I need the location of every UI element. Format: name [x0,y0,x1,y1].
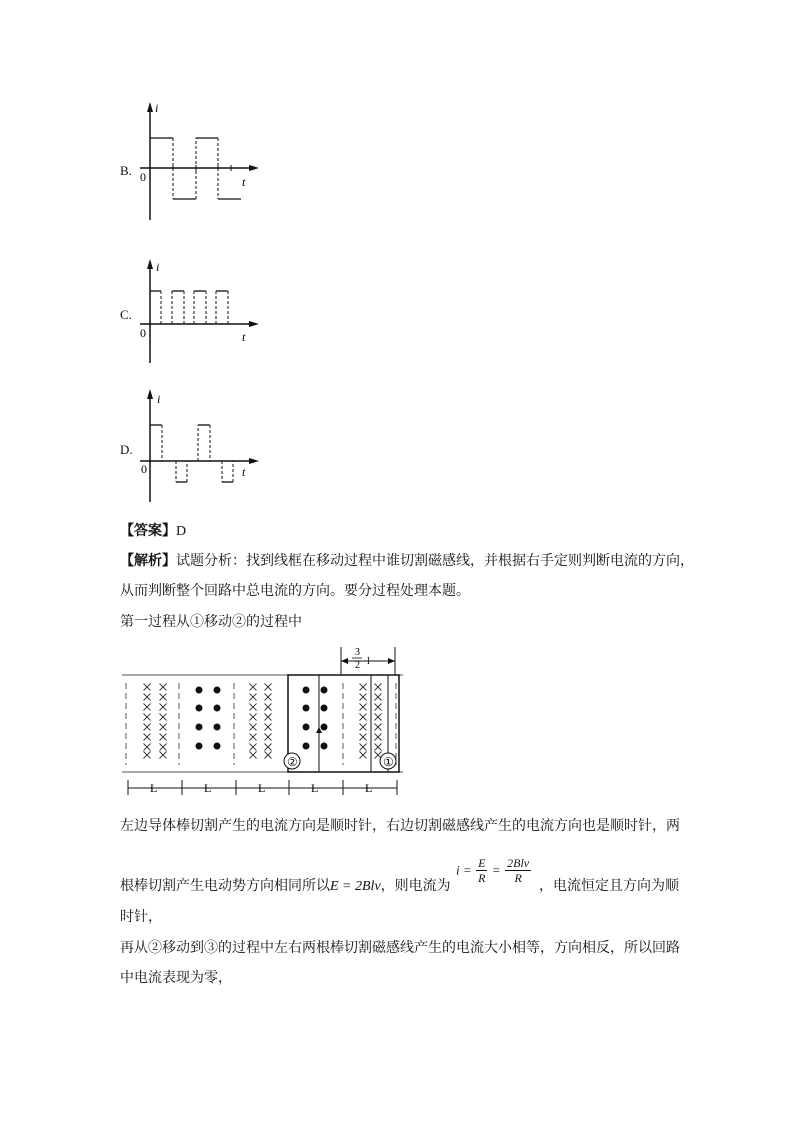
fraction-2blv-over-r: $\frac{\text{2Blv}}{R}$ [507,856,530,885]
answer-tag: 【答案】 [120,523,176,539]
segment-label-2: L [204,781,212,795]
fraction-e-over-r: $\frac{E}{R}$ [478,856,486,885]
option-c-origin: 0 [140,326,146,340]
analysis-tag: 【解析】 [120,553,176,569]
emf-equation: E = 2Blv [330,879,381,894]
magnetic-field-diagram [120,645,410,805]
marker-2: ② [287,755,298,769]
option-d-x-label: t [242,465,246,479]
option-d-y-label: i [157,392,161,406]
option-c-graph [135,255,275,365]
segment-label-1: L [150,781,158,795]
option-b-graph [135,98,275,228]
process-1-heading: 第一过程从①移动②的过程中 [120,614,302,630]
analysis-line-2: 从而判断整个回路中总电流的方向。要分过程处理本题。 [120,583,470,599]
option-c-y-label: i [156,260,160,274]
para-1: 左边导体棒切割产生的电流方向是顺时针，右边切割磁感线产生的电流方向也是顺时针，两 [120,818,680,834]
option-b-label: B. [120,163,132,178]
para-3: 时针， [120,909,162,925]
option-b-origin: 0 [140,170,146,184]
para-2-tail: ，电流恒定且方向为顺 [539,878,679,894]
option-b-x-label: t [242,175,246,189]
current-lhs: i = [456,862,472,878]
marker-1: ① [383,755,394,769]
para-2-text-a: 根棒切割产生电动势方向相同所以 [120,878,330,894]
option-d-origin: 0 [141,462,147,476]
segment-label-5: L [365,781,373,795]
option-c-label: C. [120,307,132,322]
option-b-y-label: i [155,101,159,115]
para-4: 再从②移动到③的过程中左右两根棒切割磁感线产生的电流大小相等，方向相反，所以回路 [120,940,680,956]
para-2 [120,875,451,895]
option-d-label: D. [120,442,133,457]
answer-value: D [176,524,187,539]
para-5: 中电流表现为零， [120,970,232,986]
analysis-text-1: 试题分析：找到线框在移动过程中谁切割磁感线，并根据右手定则判断电流的方向， [176,553,694,569]
dim-fraction-numerator: 3 [355,647,360,658]
answer-line [120,520,186,540]
dim-unit: l [367,656,370,667]
analysis-line-1 [120,550,694,570]
current-equation: i = $\frac{E}{R}$ = $\frac{\text{2Blv}}{R}$ [456,856,530,885]
option-d-graph [135,385,275,505]
option-c-x-label: t [242,330,246,344]
para-2-text-b: ，则电流为 [380,878,451,894]
segment-label-4: L [311,781,319,795]
dim-fraction-denominator: 2 [355,660,360,671]
segment-label-3: L [258,781,266,795]
